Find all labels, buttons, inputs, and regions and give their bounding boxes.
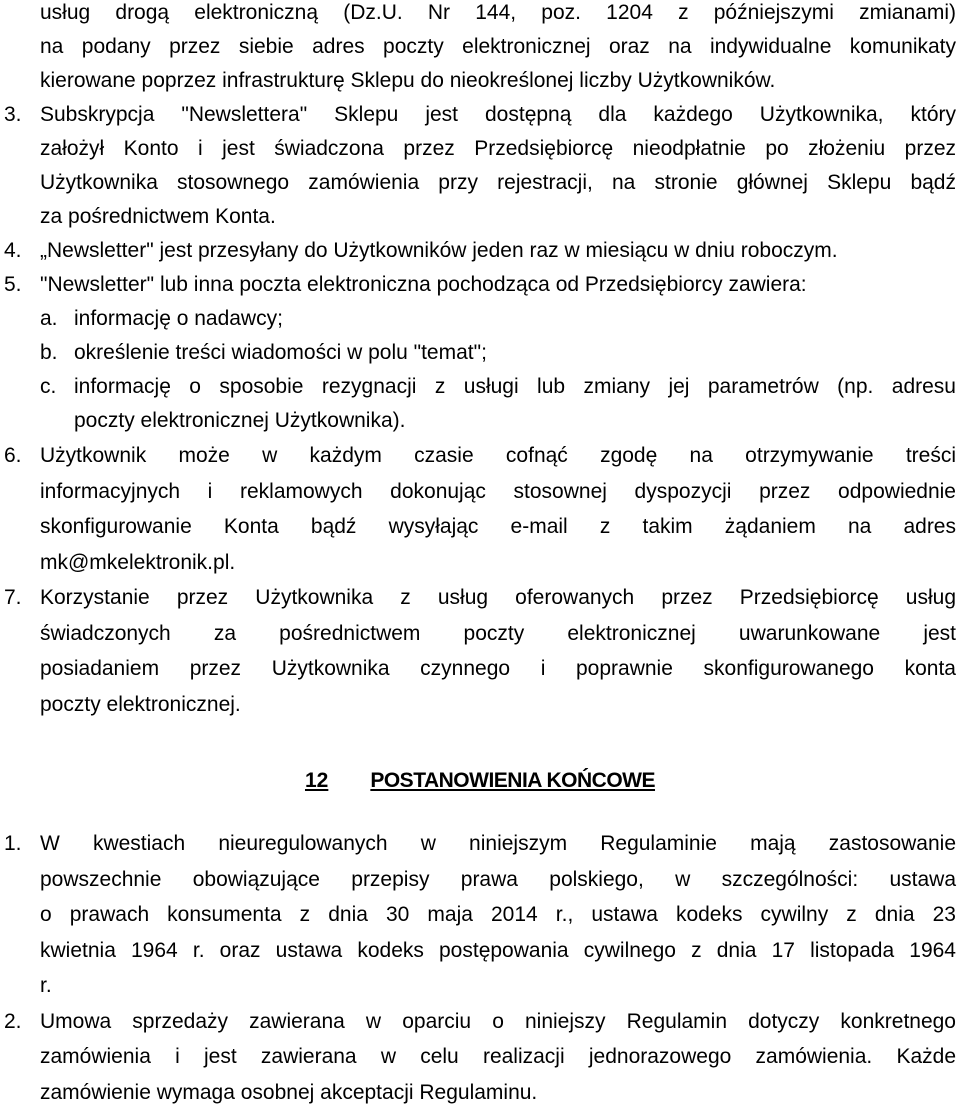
text-line: Użytkownik może w każdym czasie cofnąć zgodę na otrzymywanie treści: [40, 438, 956, 474]
sub-item-c: [4, 370, 956, 438]
list-item-7: [4, 580, 956, 722]
text-line: „Newsletter" jest przesyłany do Użytkowników jeden raz w miesiącu w dniu roboczym.: [40, 234, 956, 268]
text-line: powszechnie obowiązujące przepisy prawa polskiego, w szczególności: ustawa: [40, 862, 956, 898]
list-number: 4.: [4, 234, 40, 268]
text-line: zamówienie wymaga osobnej akceptacji Regulaminu.: [40, 1075, 956, 1110]
list-number: 7.: [4, 580, 40, 616]
text-line: o prawach konsumenta z dnia 30 maja 2014 r., ustawa kodeks cywilny z dnia 23: [40, 897, 956, 933]
list-number: 1.: [4, 826, 40, 862]
sub-item-letter: c.: [40, 370, 74, 438]
text-line: poczty elektronicznej.: [40, 687, 956, 723]
section-number: 12: [305, 764, 328, 798]
text-line: informację o sposobie rezygnacji z usługi lub zmiany jej parametrów (np. adresu: [74, 370, 956, 404]
text-line: W kwestiach nieuregulowanych w niniejszym Regulaminie mają zastosowanie: [40, 826, 956, 862]
text-line: "Newsletter" lub inna poczta elektroniczna pochodząca od Przedsiębiorcy zawiera:: [40, 268, 956, 302]
sub-item-letter: a.: [40, 302, 74, 336]
sub-item-a: [4, 302, 956, 336]
list-item-4: [4, 234, 956, 268]
text-line: informację o nadawcy;: [74, 302, 283, 336]
section-heading: [4, 764, 956, 798]
email-address: mk@mkelektronik.pl.: [40, 545, 956, 581]
text-line: Użytkownika stosownego zamówienia przy rejestracji, na stronie głównej Sklepu bądź: [40, 166, 956, 200]
section-title: POSTANOWIENIA KOŃCOWE: [370, 764, 655, 798]
final-item-2: [4, 1004, 956, 1110]
text-line: świadczonych za pośrednictwem poczty elektronicznej uwarunkowane jest: [40, 616, 956, 652]
text-line: kwietnia 1964 r. oraz ustawa kodeks postępowania cywilnego z dnia 17 listopada 1964: [40, 933, 956, 969]
list-number: 5.: [4, 268, 40, 302]
list-item-3: [4, 98, 956, 234]
text-line: informacyjnych i reklamowych dokonując stosownej dyspozycji przez odpowiednie: [40, 474, 956, 510]
text-line: założył Konto i jest świadczona przez Przedsiębiorcę nieodpłatnie po złożeniu przez: [40, 132, 956, 166]
list-item-6: [4, 438, 956, 580]
text-line: zamówienia i jest zawierana w celu realizacji jednorazowego zamówienia. Każde: [40, 1039, 956, 1075]
list-item-5: [4, 268, 956, 302]
text-line: na podany przez siebie adres poczty elektronicznej oraz na indywidualne komunikaty: [40, 30, 956, 64]
text-line: za pośrednictwem Konta.: [40, 200, 956, 234]
sub-item-b: [4, 336, 956, 370]
text-line: usług drogą elektroniczną (Dz.U. Nr 144, poz. 1204 z późniejszymi zmianami): [40, 0, 956, 30]
text-line: Korzystanie przez Użytkownika z usług oferowanych przez Przedsiębiorcę usług: [40, 580, 956, 616]
text-line: kierowane poprzez infrastrukturę Sklepu do nieokreślonej liczby Użytkowników.: [40, 64, 956, 98]
final-item-1: [4, 826, 956, 1004]
list-number: 2.: [4, 1004, 40, 1040]
text-line: posiadaniem przez Użytkownika czynnego i poprawnie skonfigurowanego konta: [40, 651, 956, 687]
text-line: r.: [40, 968, 956, 1004]
text-line: Subskrypcja "Newslettera" Sklepu jest dostępną dla każdego Użytkownika, który: [40, 98, 956, 132]
text-line: skonfigurowanie Konta bądź wysyłając e-mail z takim żądaniem na adres: [40, 509, 956, 545]
text-line: Umowa sprzedaży zawierana w oparciu o niniejszy Regulamin dotyczy konkretnego: [40, 1004, 956, 1040]
list-number: 6.: [4, 438, 40, 474]
sub-item-letter: b.: [40, 336, 74, 370]
text-line: poczty elektronicznej Użytkownika).: [74, 404, 956, 438]
text-line: określenie treści wiadomości w polu "temat";: [74, 336, 487, 370]
paragraph-continuation: [4, 0, 956, 98]
list-number: 3.: [4, 98, 40, 132]
